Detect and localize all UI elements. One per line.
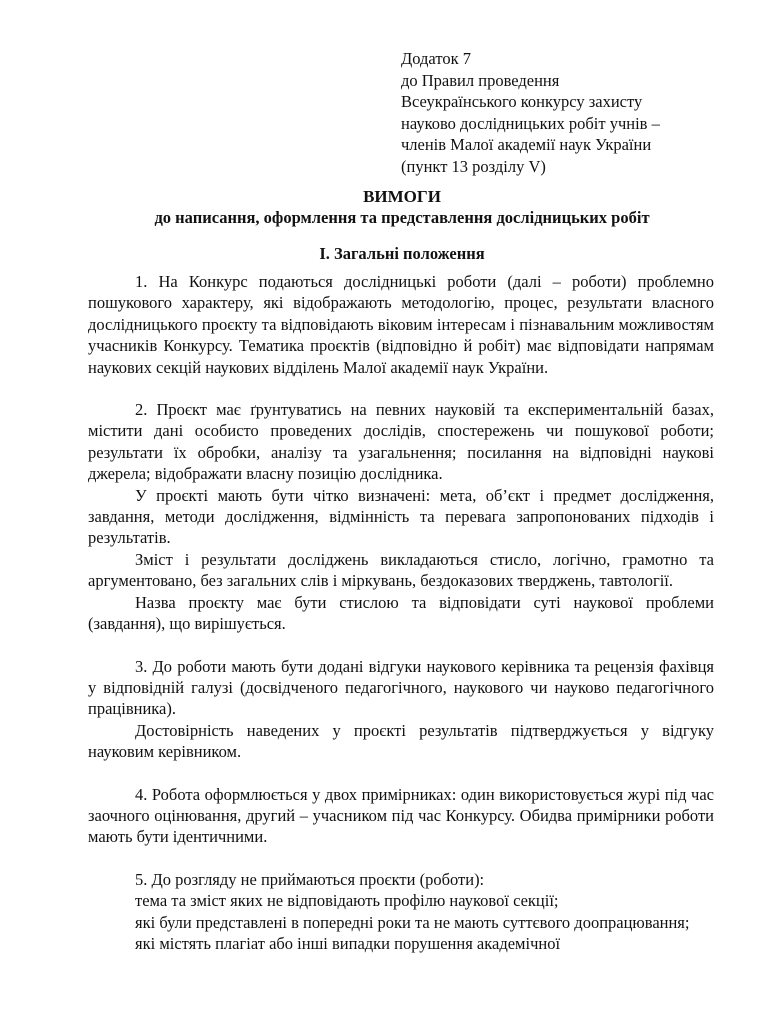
annex-line: Всеукраїнського конкурсу захисту <box>401 92 643 111</box>
annex-reference <box>401 48 741 177</box>
paragraph-5-item-3: які містять плагіат або інші випадки порушення академічної <box>135 933 561 953</box>
paragraph-2: 2. Проєкт має ґрунтуватись на певних науковій та експериментальній базах, містити дані особисто проведених дослідів, спостережень чи пошукової роботи; результати їх обробки, аналізу та узагальнення; посилання на відповідні наукові джерела; відображати власну позицію дослідника. <box>88 400 714 484</box>
document-heading <box>88 186 716 229</box>
paragraph-2-goals: У проєкті мають бути чітко визначені: мета, об’єкт і предмет дослідження, завдання, методи дослідження, відмінність та перевага запропонованих підходів і результатів. <box>88 485 714 548</box>
paragraph-1: 1. На Конкурс подаються дослідницькі роботи (далі – роботи) проблемно пошукового характеру, які відображають методологію, процес, результати власного дослідницького проєкту та відповідають віковим інтересам і пізнавальним можливостям учасників Конкурсу. Тематика проєктів (відповідно й робіт) має відповідати напрямам наукових секцій наукових відділень Малої академії наук України. <box>88 272 714 377</box>
annex-line: членів Малої академії наук України <box>401 135 652 154</box>
document-subtitle: до написання, оформлення та представлення дослідницьких робіт <box>154 208 650 227</box>
paragraph-3: 3. До роботи мають бути додані відгуки наукового керівника та рецензія фахівця у відповідній галузі (досвідченого педагогічного, наукового чи науково педагогічного працівника). <box>88 656 714 719</box>
paragraph-4: 4. Робота оформлюється у двох примірниках: один використовується журі під час заочного оцінювання, другий – учасником під час Конкурсу. Обидва примірники роботи мають бути ідентичними. <box>88 784 714 847</box>
annex-line: Додаток 7 <box>401 49 471 68</box>
paragraph-2-title: Назва проєкту має бути стислою та відповідати суті наукової проблеми (завдання), що вирішується. <box>88 592 714 634</box>
section-heading: I. Загальні положення <box>319 244 485 263</box>
annex-line: науково дослідницьких робіт учнів – <box>401 113 660 133</box>
paragraph-5-item-2: які були представлені в попередні роки та не мають суттєвого доопрацювання; <box>135 912 690 932</box>
annex-line: до Правил проведення <box>401 70 560 90</box>
document-body <box>88 271 714 954</box>
paragraph-5-item-1: тема та зміст яких не відповідають профілю наукової секції; <box>135 891 559 911</box>
annex-line: (пункт 13 розділу V) <box>401 156 546 176</box>
paragraph-2-content: Зміст і результати досліджень викладаються стисло, логічно, грамотно та аргументовано, без загальних слів і міркувань, бездоказових тверджень, тавтології. <box>88 549 714 591</box>
document-title: ВИМОГИ <box>363 187 441 206</box>
paragraph-3-reliability: Достовірність наведених у проєкті результатів підтверджується у відгуку науковим керівником. <box>88 720 714 762</box>
paragraph-5: 5. До розгляду не приймаються проєкти (роботи): <box>135 869 485 889</box>
